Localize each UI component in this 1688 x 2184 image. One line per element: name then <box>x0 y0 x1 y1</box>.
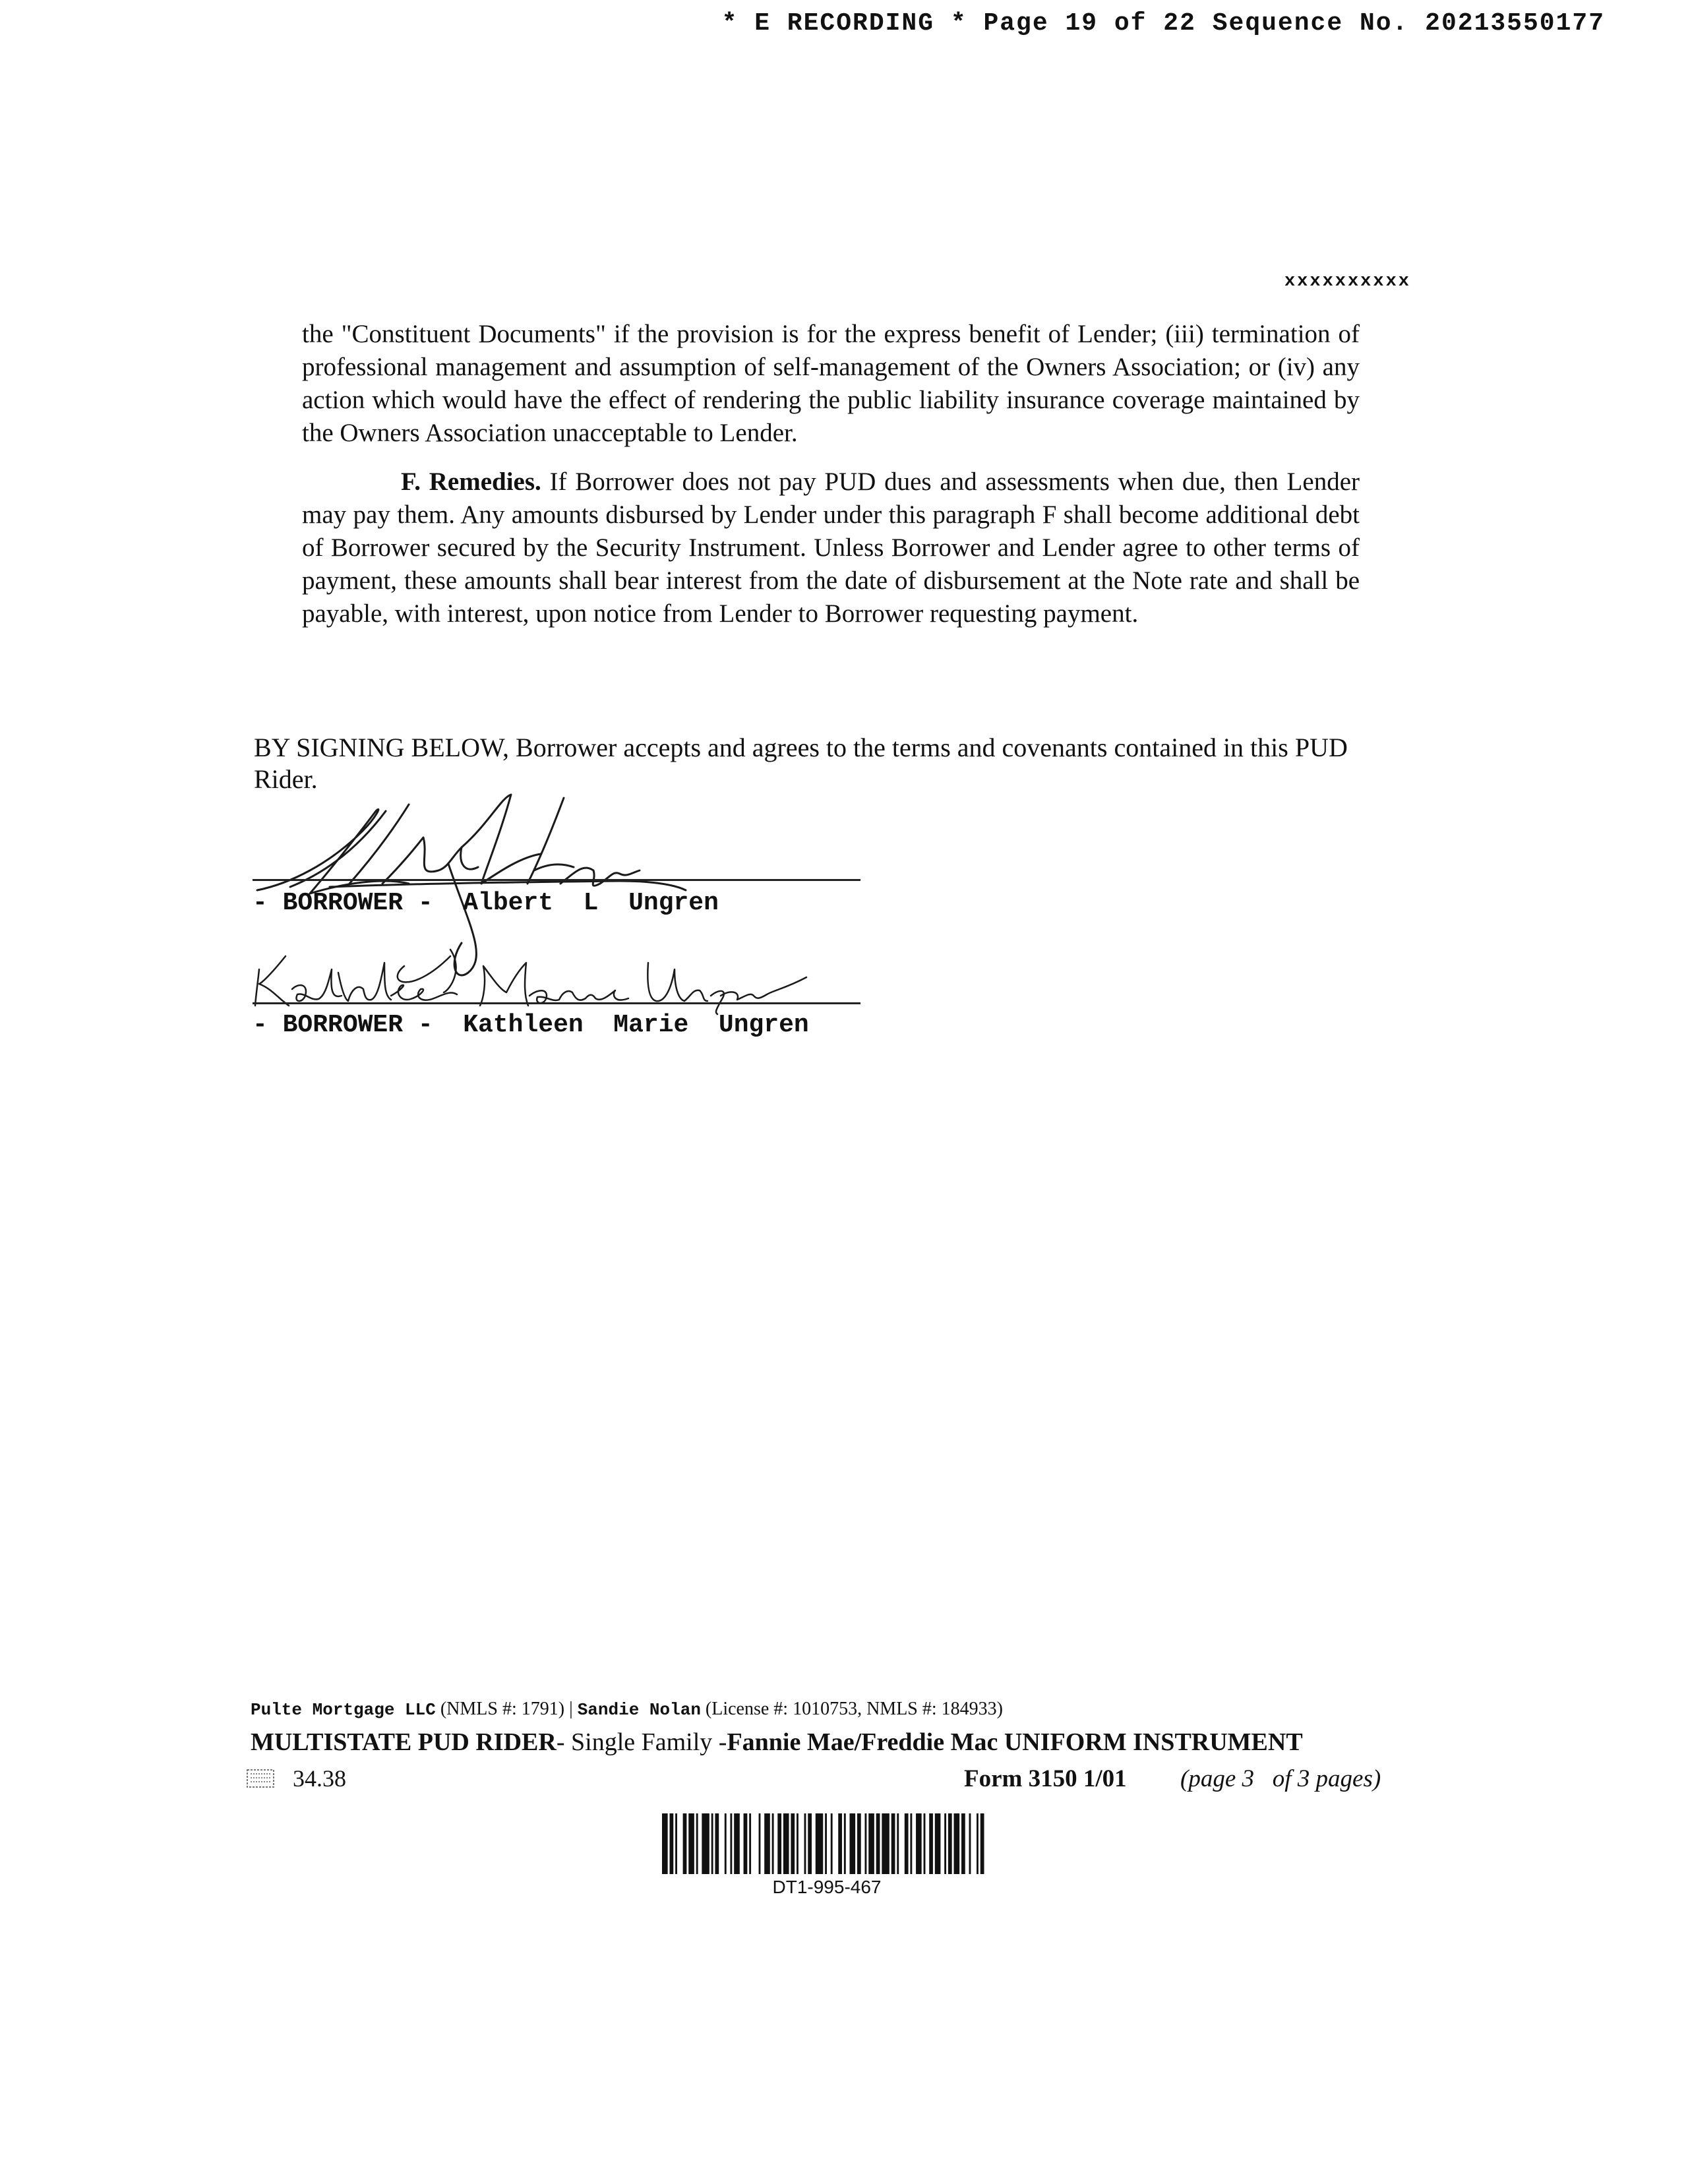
originator-license: (License #: 1010753, NMLS #: 184933) <box>700 1699 1003 1719</box>
form-number: Form 3150 1/01 <box>964 1765 1127 1792</box>
footer-lender-info <box>251 1699 1003 1720</box>
form-title <box>251 1728 1303 1757</box>
form-title-instrument: Fannie Mae/Freddie Mac UNIFORM INSTRUMENT <box>727 1728 1303 1756</box>
lender-name: Pulte Mortgage LLC <box>251 1700 436 1720</box>
signature-kathleen-ungren <box>253 943 820 1016</box>
signing-statement: BY SIGNING BELOW, Borrower accepts and agrees to the terms and covenants contained in this PUD Rider. <box>254 733 1348 794</box>
signature-line-2 <box>253 1002 860 1004</box>
originator-name: Sandie Nolan <box>577 1700 701 1720</box>
document-icon <box>247 1769 274 1788</box>
paragraph-constituent-documents: the "Constituent Documents" if the provision is for the express benefit of Lender; (iii) termination of professional management and assumption of self-management of the Owners Association; or (iv) any action which would have the effect of rendering the public liability insurance coverage maintained by the Owners Association unacceptable to Lender. <box>302 320 1360 447</box>
loan-number: xxxxxxxxxx <box>1284 272 1411 291</box>
document-version: 34.38 <box>293 1765 346 1792</box>
remedies-text: If Borrower does not pay PUD dues and assessments when due, then Lender may pay them. Any amounts disbursed by Lender under this paragraph F shall become additional debt of Borrower secured by the Security Instrument. Unless Borrower and Lender agree to other terms of payment, these amounts shall bear interest from the date of disbursement at the Note rate and shall be payable, with interest, upon notice from Lender to Borrower requesting payment. <box>302 468 1360 628</box>
paragraph-remedies <box>302 466 1360 630</box>
form-title-rider: MULTISTATE PUD RIDER <box>251 1728 557 1756</box>
signature-line-1 <box>253 879 860 881</box>
borrower-label-2: - BORROWER - Kathleen Marie Ungren <box>253 1011 809 1039</box>
barcode-number: DT1-995-467 <box>772 1877 882 1897</box>
remedies-heading: F. Remedies. <box>401 468 541 496</box>
borrower-label-1: - BORROWER - Albert L Ungren <box>253 889 719 917</box>
lender-nmls: (NMLS #: 1791) | <box>435 1699 578 1719</box>
recording-header: * E RECORDING * Page 19 of 22 Sequence No. 20213550177 <box>721 9 1605 38</box>
barcode <box>662 1813 992 1874</box>
form-title-family: - Single Family - <box>556 1728 727 1756</box>
page-indicator: (page 3 of 3 pages) <box>1180 1765 1381 1792</box>
